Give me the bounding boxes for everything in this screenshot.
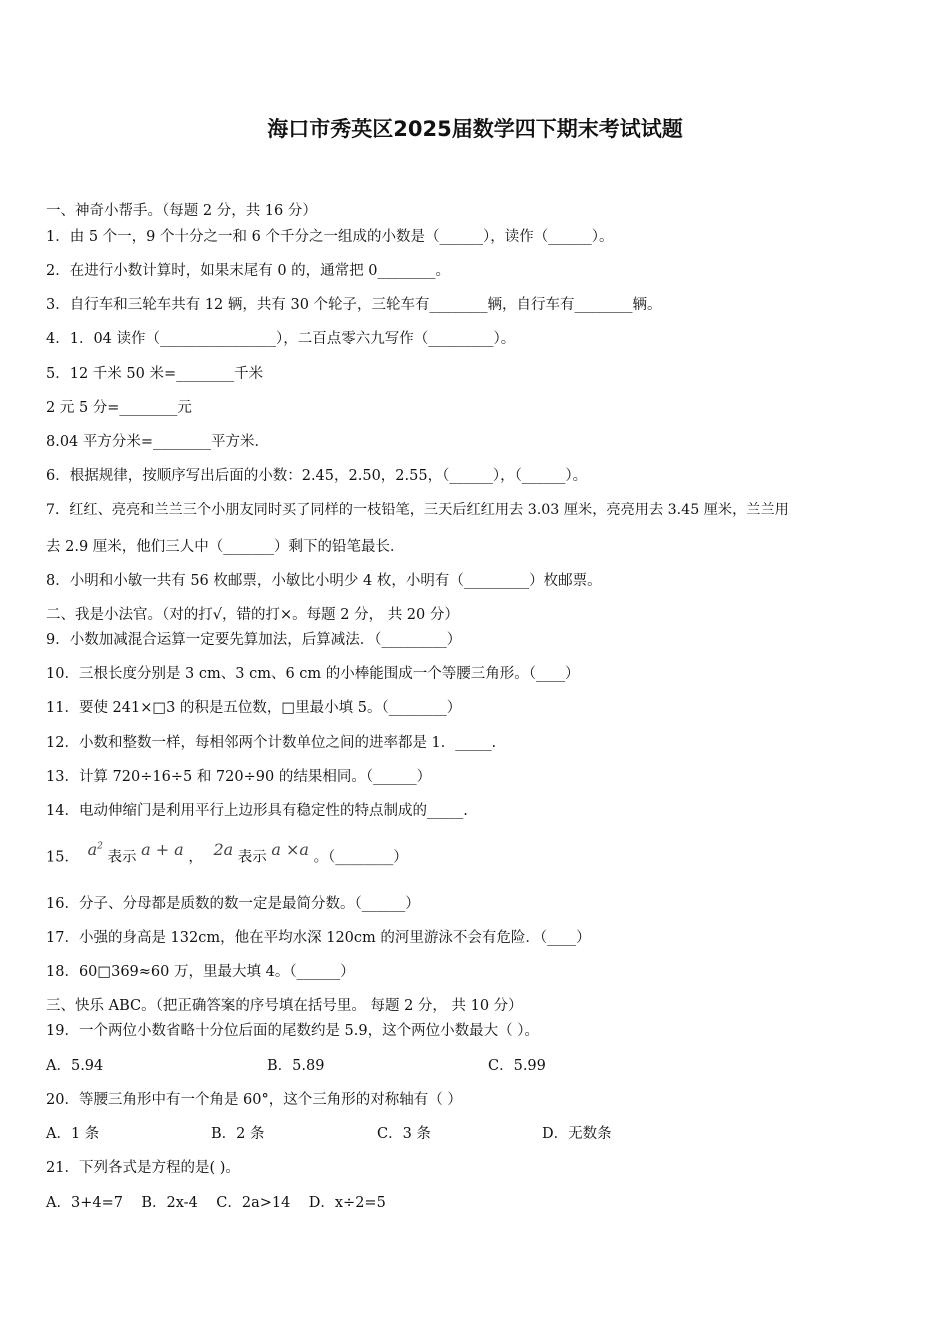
question-11: 11．要使 241×□3 的积是五位数，□里最小填 5。（________）: [46, 700, 462, 716]
q20-option-a: A．1 条: [46, 1126, 100, 1142]
question-2: 2．在进行小数计算时，如果末尾有 0 的，通常把 0________。: [46, 263, 451, 279]
q20-option-c: C．3 条: [377, 1126, 431, 1142]
question-1: 1．由 5 个一，9 个十分之一和 6 个千分之一组成的小数是（______），读作（______）。: [46, 229, 614, 245]
q15-a-squared: [88, 840, 103, 859]
question-4: 4．1．04 读作（________________），二百点零六九写作（_________）。: [46, 331, 516, 347]
q20-option-d: D．无数条: [542, 1126, 612, 1142]
q15-expr-a-plus-a: a + a: [141, 840, 184, 860]
question-5-line-2: 2 元 5 分=________元: [46, 400, 192, 416]
q19-option-b: B．5.89: [267, 1058, 325, 1074]
question-14: 14．电动伸缩门是利用平行上边形具有稳定性的特点制成的_____.: [46, 803, 468, 819]
question-7-line-2: 去 2.9 厘米，他们三人中（_______）剩下的铅笔最长．: [46, 539, 405, 555]
question-18: 18．60□369≈60 万，里最大填 4。（______）: [46, 964, 355, 980]
question-6: 6．根据规律，按顺序写出后面的小数：2.45，2.50，2.55，（______），（______）。: [46, 468, 588, 484]
section1-header: 一、神奇小帮手。（每题 2 分，共 16 分）: [46, 203, 317, 219]
question-10: 10．三根长度分别是 3 cm、3 cm、6 cm 的小棒能围成一个等腰三角形。（____）: [46, 666, 580, 682]
question-19: 19．一个两位小数省略十分位后面的尾数约是 5.9，这个两位小数最大（ ）。: [46, 1023, 539, 1039]
question-21: 21．下列各式是方程的是( )。: [46, 1160, 240, 1176]
q21-options: A．3+4=7 B．2x-4 C．2a>14 D．x÷2=5: [46, 1195, 386, 1211]
q20-option-b: B．2 条: [211, 1126, 265, 1142]
q19-option-c: C．5.99: [488, 1058, 546, 1074]
section3-header: 三、快乐 ABC。（把正确答案的序号填在括号里。 每题 2 分， 共 10 分）: [46, 998, 523, 1014]
question-13: 13．计算 720÷16÷5 和 720÷90 的结果相同。（______）: [46, 769, 432, 785]
question-16: 16．分子、分母都是质数的数一定是最简分数。（______）: [46, 896, 420, 912]
question-17: 17．小强的身高是 132cm，他在平均水深 120cm 的河里游泳不会有危险．（____）: [46, 930, 591, 946]
q15-comma: ，: [188, 849, 203, 866]
q15-tail: 。（________）: [313, 849, 408, 866]
section2-header: 二、我是小法官。（对的打√，错的打×。每题 2 分， 共 20 分）: [46, 607, 459, 623]
question-3: 3．自行车和三轮车共有 12 辆，共有 30 个轮子，三轮车有________辆，自行车有________辆。: [46, 297, 662, 313]
q15-expr-a-times-a: a ×a: [271, 840, 309, 860]
q15-exponent: 2: [97, 842, 103, 852]
q15-word-1: 表示: [107, 849, 137, 866]
q15-word-2: 表示: [237, 849, 267, 866]
question-7-line-1: 7．红红、亮亮和兰兰三个小朋友同时买了同样的一枝铅笔，三天后红红用去 3.03 厘米，亮亮用去 3.45 厘米，兰兰用: [46, 502, 789, 518]
exam-title: 海口市秀英区2025届数学四下期末考试试题: [267, 117, 683, 141]
q15-a-base: a: [87, 840, 98, 860]
question-8: 8．小明和小敏一共有 56 枚邮票，小敏比小明少 4 枚，小明有（_________）枚邮票。: [46, 573, 602, 589]
q15-number: 15．: [46, 849, 79, 866]
question-15: [46, 840, 408, 870]
question-5-line-3: 8.04 平方分米=________平方米．: [46, 434, 270, 450]
question-12: 12．小数和整数一样，每相邻两个计数单位之间的进率都是 1．_____.: [46, 735, 497, 751]
q19-option-a: A．5.94: [46, 1058, 104, 1074]
question-20: 20．等腰三角形中有一个角是 60°，这个三角形的对称轴有（ ）: [46, 1092, 462, 1108]
q15-expr-2a: 2a: [213, 840, 234, 860]
question-5-line-1: 5．12 千米 50 米=________千米: [46, 366, 264, 382]
question-9: 9．小数加减混合运算一定要先算加法，后算减法．（_________）: [46, 632, 462, 648]
